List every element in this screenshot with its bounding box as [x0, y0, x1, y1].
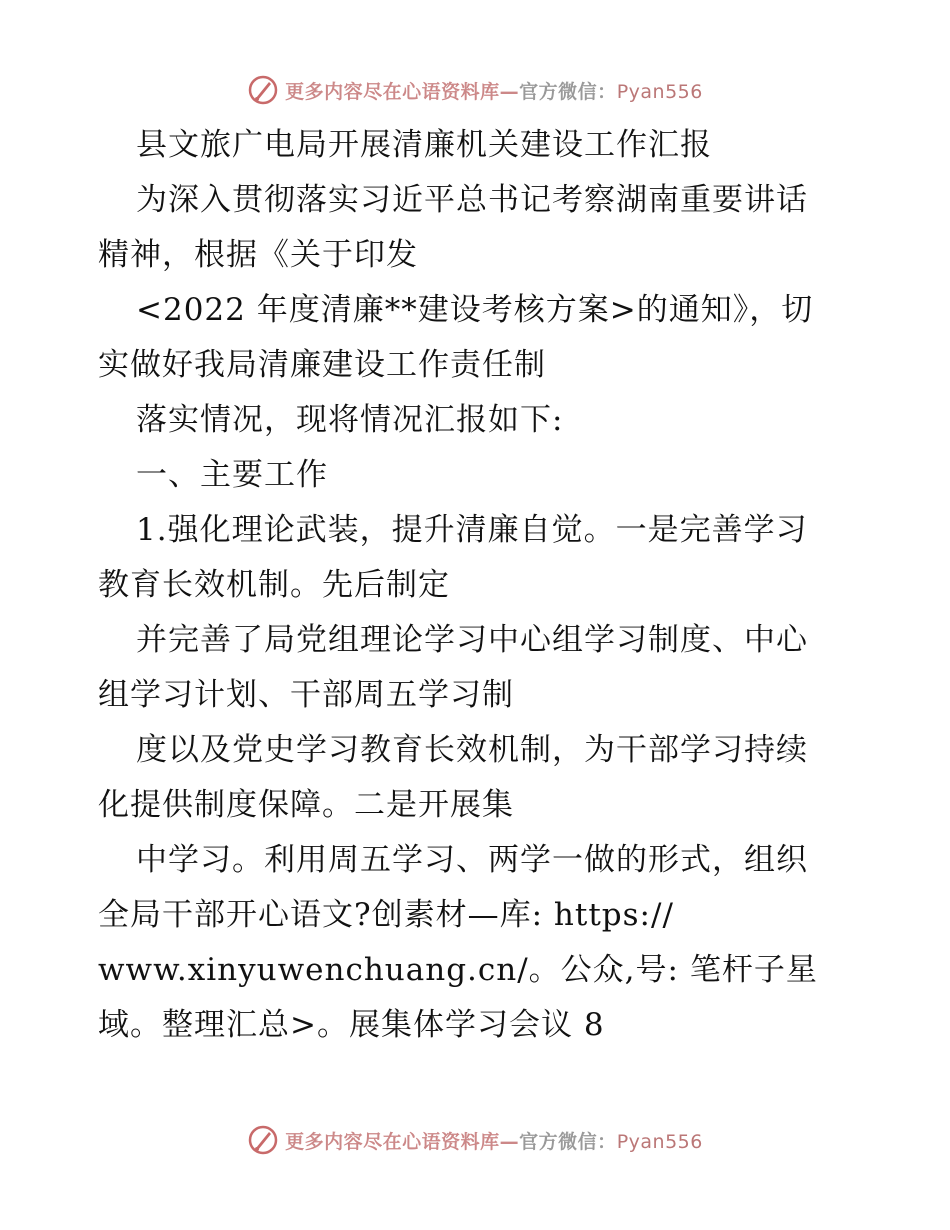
banner-brand: 更多内容尽在心语资料库 [285, 80, 500, 103]
document-title: 县文旅广电局开展清廉机关建设工作汇报 [136, 127, 712, 163]
text-line: <2022 年度清廉**建设考核方案>的通知》，切 [136, 292, 814, 328]
banner-text [285, 1127, 703, 1154]
text-line: 为深入贯彻落实习近平总书记考察湖南重要讲话 [136, 182, 808, 218]
text-line: 实做好我局清廉建设工作责任制 [98, 347, 546, 383]
banner-text [285, 77, 703, 104]
text-line: 1.强化理论武装，提升清廉自觉。一是完善学习 [136, 512, 808, 548]
text-line: 中学习。利用周五学习、两学一做的形式，组织 [136, 842, 808, 878]
banner-brand: 更多内容尽在心语资料库 [285, 1130, 500, 1153]
text-line: 落实情况，现将情况汇报如下: [136, 402, 564, 438]
text-line: www.xinyuwenchuang.cn/。公众,号: 笔杆子星 [98, 952, 818, 988]
quill-pen-logo-icon [247, 74, 279, 106]
text-line: 全局干部开心语文?创素材—库: https:// [98, 897, 674, 933]
header-watermark-banner [0, 70, 950, 110]
banner-wechat-id: Pyan556 [616, 80, 703, 103]
footer-watermark-banner [0, 1120, 950, 1160]
document-body [98, 118, 858, 1053]
banner-wechat-id: Pyan556 [616, 1130, 703, 1153]
text-line: 度以及党史学习教育长效机制，为干部学习持续 [136, 732, 808, 768]
text-line: 并完善了局党组理论学习中心组学习制度、中心 [136, 622, 808, 658]
banner-dash: — [499, 1130, 520, 1153]
banner-official-label: 官方微信： [519, 1130, 617, 1153]
text-line: 一、主要工作 [136, 457, 328, 493]
text-line: 教育长效机制。先后制定 [98, 567, 450, 603]
text-line: 精神，根据《关于印发 [98, 237, 418, 273]
quill-pen-logo-icon [247, 1124, 279, 1156]
text-line: 域。整理汇总>。展集体学习会议 8 [98, 1007, 605, 1043]
text-line: 化提供制度保障。二是开展集 [98, 787, 514, 823]
banner-official-label: 官方微信： [519, 80, 617, 103]
banner-dash: — [499, 80, 520, 103]
text-line: 组学习计划、干部周五学习制 [98, 677, 514, 713]
